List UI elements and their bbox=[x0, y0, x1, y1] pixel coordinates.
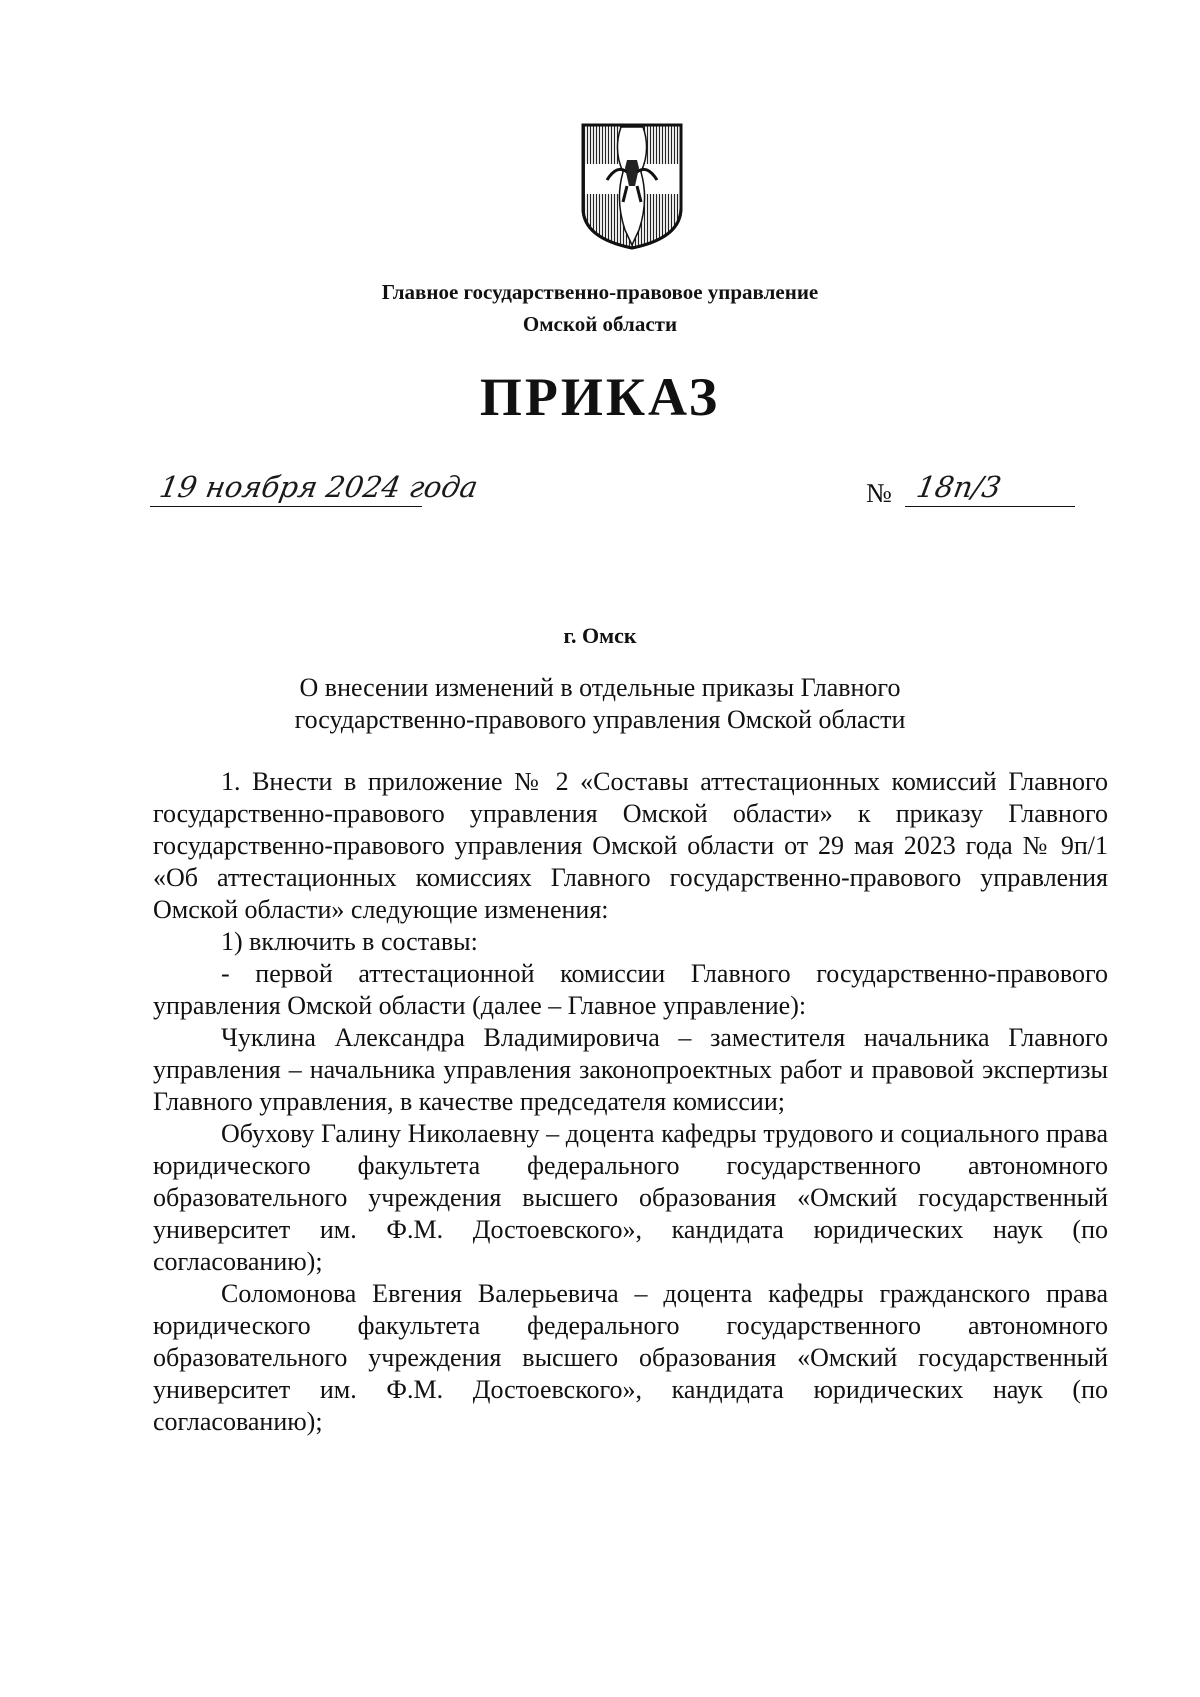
paragraph-3: - первой аттестационной комиссии Главного государственно-правового управления Омской области (далее – Главное управление): bbox=[153, 959, 1108, 1020]
paragraph-5: Обухову Галину Николаевну – доцента кафедры трудового и социального права юридического факультета федерального государственного автономного образовательного учреждения высшего образования «Омский государственный университет им. Ф.М. Достоевского», кандидата юридических наук (по согласованию); bbox=[153, 1119, 1108, 1276]
document-body bbox=[153, 766, 1108, 1438]
subject-line2: государственно-правового управления Омской области bbox=[294, 705, 906, 734]
coat-of-arms-icon bbox=[577, 120, 687, 252]
date-underline bbox=[150, 506, 422, 507]
paragraph-4: Чуклина Александра Владимировича – заместителя начальника Главного управления – начальника управления законопроектных работ и правовой экспертизы Главного управления, в качестве председателя комиссии; bbox=[153, 1023, 1108, 1116]
number-underline bbox=[905, 506, 1075, 507]
organization-name-line2: Омской области bbox=[522, 312, 678, 336]
city-label: г. Омск bbox=[563, 623, 637, 648]
paragraph-6: Соломонова Евгения Валерьевича – доцента кафедры гражданского права юридического факультета федерального государственного автономного образовательного учреждения высшего образования «Омский государственный университет им. Ф.М. Достоевского», кандидата юридических наук (по согласованию); bbox=[153, 1279, 1108, 1436]
document-title: ПРИКАЗ bbox=[479, 367, 721, 427]
document-number: 18п/3 bbox=[914, 470, 1004, 504]
paragraph-1: 1. Внести в приложение № 2 «Составы аттестационных комиссий Главного государственно-правового управления Омской области» к приказу Главного государственно-правового управления Омской области от 29 мая 2023 года № 9п/1 «Об аттестационных комиссиях Главного государственно-правового управления Омской области» следующие изменения: bbox=[153, 767, 1108, 924]
document-date: 19 ноября 2024 года bbox=[157, 470, 481, 504]
number-label: № bbox=[866, 478, 892, 508]
paragraph-2: 1) включить в составы: bbox=[221, 927, 478, 956]
subject-line1: О внесении изменений в отдельные приказы Главного bbox=[299, 673, 901, 702]
organization-name-line1: Главное государственно-правовое управление bbox=[381, 280, 819, 304]
